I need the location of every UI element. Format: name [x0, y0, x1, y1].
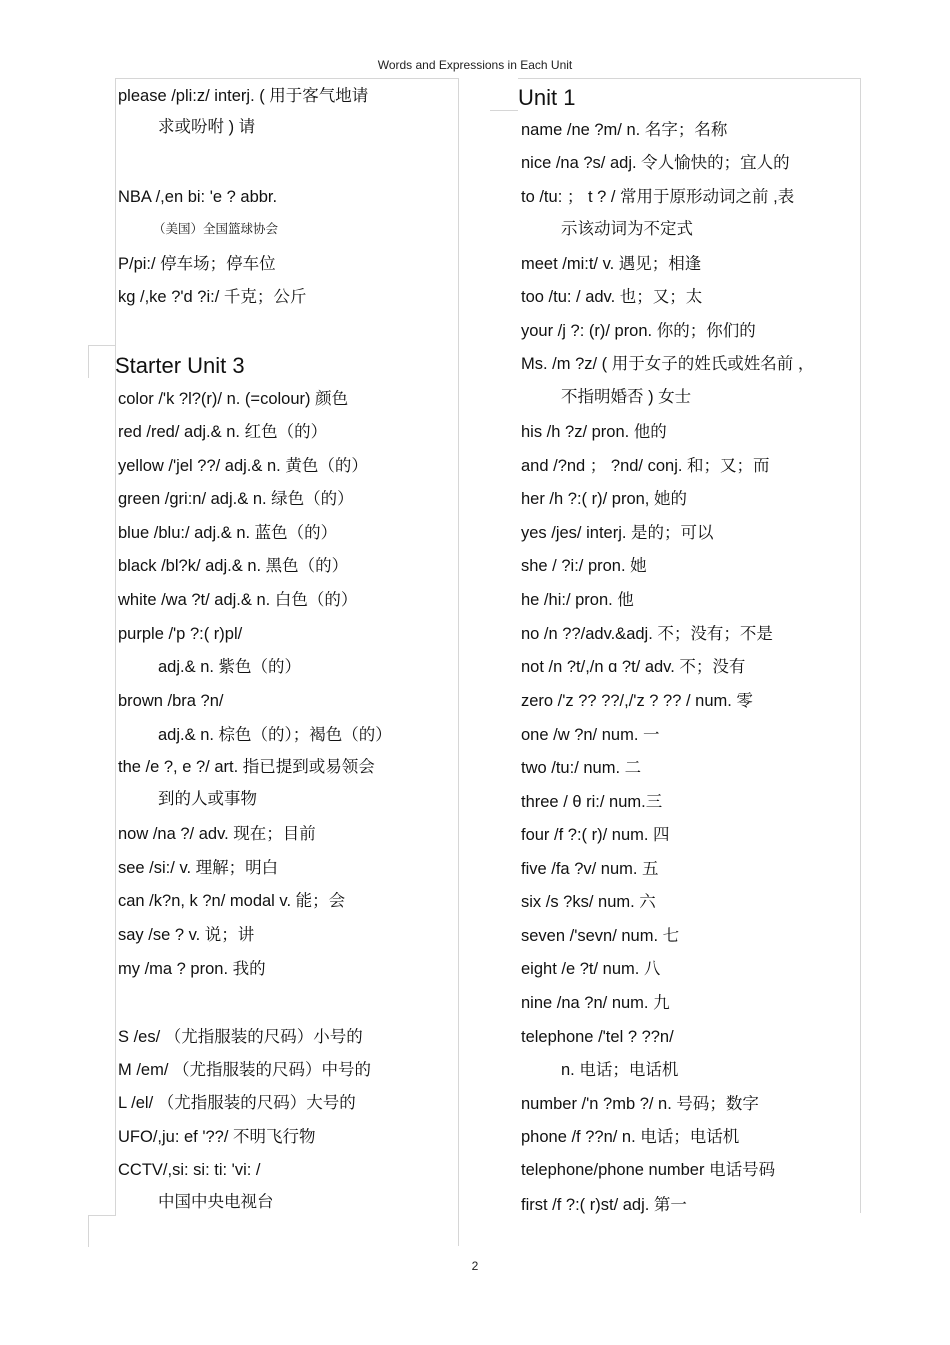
vocab-entry: and /?nd ； ?nd/ conj. 和；又；而: [521, 457, 770, 475]
entry-continuation: 求或吩咐 ) 请: [158, 118, 256, 136]
entry-continuation: 不指明婚否 ) 女士: [561, 388, 692, 406]
vocab-entry: meet /mi:t/ v. 遇见；相逢: [521, 255, 702, 273]
vocab-entry: eight /e ?t/ num. 八: [521, 960, 661, 978]
vocab-entry: NBA /,en bi: 'e ? abbr.: [118, 188, 278, 206]
vocab-entry: four /f ?:( r)/ num. 四: [521, 826, 670, 844]
vocab-entry: nice /na ?s/ adj. 令人愉快的；宜人的: [521, 154, 790, 172]
vocab-entry: too /tu: / adv. 也；又；太: [521, 288, 703, 306]
vocab-entry: red /red/ adj.& n. 红色（的）: [118, 423, 328, 441]
vocab-entry: five /fa ?v/ num. 五: [521, 860, 659, 878]
vocab-entry: zero /'z ?? ??/,/'z ? ?? / num. 零: [521, 692, 753, 710]
entry-continuation: adj.& n. 紫色（的）: [158, 658, 302, 676]
vocab-entry: to /tu: ； t ? / 常用于原形动词之前 ,表: [521, 188, 795, 206]
vocab-entry: brown /bra ?n/: [118, 692, 224, 710]
vocab-entry: your /j ?: (r)/ pron. 你的；你们的: [521, 322, 756, 340]
vocab-entry: say /se ? v. 说；讲: [118, 926, 255, 944]
vocab-entry: yellow /'jel ??/ adj.& n. 黄色（的）: [118, 457, 368, 475]
vocab-entry: first /f ?:( r)st/ adj. 第一: [521, 1196, 687, 1214]
vocab-entry: name /ne ?m/ n. 名字；名称: [521, 121, 728, 139]
running-header: Words and Expressions in Each Unit: [377, 58, 573, 72]
vocab-entry: L /el/ （尤指服装的尺码）大号的: [118, 1094, 356, 1112]
top-rule-right: [518, 78, 860, 79]
vocab-entry: nine /na ?n/ num. 九: [521, 994, 670, 1012]
vocab-entry: Ms. /m ?z/ ( 用于女子的姓氏或姓名前 ，: [521, 355, 815, 373]
vocab-entry: can /k?n, k ?n/ modal v. 能；会: [118, 892, 346, 910]
vocab-entry: not /n ?t/,/n ɑ ?t/ adv. 不；没有: [521, 658, 746, 676]
right-column-border: [860, 78, 861, 1213]
section-break-left: [88, 345, 116, 346]
top-rule-left: [115, 78, 458, 79]
entry-continuation: adj.& n. 棕色（的）；褐色（的）: [158, 726, 392, 744]
vocab-entry: now /na ?/ adv. 现在；目前: [118, 825, 316, 843]
vocab-entry: no /n ??/adv.&adj. 不；没有；不是: [521, 625, 773, 643]
entry-continuation: 示该动词为不定式: [561, 220, 693, 238]
page-number: 2: [471, 1259, 479, 1273]
vocab-entry: kg /,ke ?'d ?i:/ 千克；公斤: [118, 288, 307, 306]
vocab-entry: two /tu:/ num. 二: [521, 759, 642, 777]
vocab-entry: he /hi:/ pron. 他: [521, 591, 634, 609]
vocab-entry: please /pli:z/ interj. ( 用于客气地请: [118, 87, 369, 105]
vocab-entry: white /wa ?t/ adj.& n. 白色（的）: [118, 591, 358, 609]
vocab-entry: one /w ?n/ num. 一: [521, 726, 660, 744]
vocab-entry: her /h ?:( r)/ pron, 她的: [521, 490, 687, 508]
left-column-border: [115, 78, 116, 1216]
vocab-entry: see /si:/ v. 理解；明白: [118, 859, 279, 877]
vocab-entry: she / ?i:/ pron. 她: [521, 557, 647, 575]
unit-break-right: [490, 110, 518, 111]
vocab-entry: six /s ?ks/ num. 六: [521, 893, 656, 911]
vocab-entry: P/pi:/ 停车场；停车位: [118, 255, 276, 273]
vocab-entry: yes /jes/ interj. 是的；可以: [521, 524, 714, 542]
bottom-break-left: [88, 1215, 116, 1216]
vocab-entry: telephone /'tel ? ??n/: [521, 1028, 674, 1046]
vocab-entry: UFO/,ju: ef '??/ 不明飞行物: [118, 1128, 316, 1146]
entry-continuation: （美国）全国篮球协会: [153, 222, 279, 236]
vocab-entry: S /es/ （尤指服装的尺码）小号的: [118, 1028, 363, 1046]
entry-continuation: n. 电话；电话机: [561, 1061, 679, 1079]
vocab-entry: phone /f ??n/ n. 电话；电话机: [521, 1128, 740, 1146]
bottom-break-tick: [88, 1215, 89, 1247]
vocab-entry: purple /'p ?:( r)pl/: [118, 625, 243, 643]
section-break-tick: [88, 345, 89, 378]
vocab-entry: his /h ?z/ pron. 他的: [521, 423, 667, 441]
vocab-entry: the /e ?, e ?/ art. 指已提到或易领会: [118, 758, 375, 776]
unit-heading: Unit 1: [518, 85, 576, 110]
vocab-entry: color /'k ?l?(r)/ n. (=colour) 颜色: [118, 390, 349, 408]
vocab-entry: three / θ ri:/ num.三: [521, 793, 663, 811]
vocab-entry: my /ma ? pron. 我的: [118, 960, 266, 978]
center-column-divider: [458, 78, 459, 1246]
entry-continuation: 中国中央电视台: [158, 1193, 274, 1211]
vocab-entry: green /gri:n/ adj.& n. 绿色（的）: [118, 490, 354, 508]
vocab-entry: CCTV/,si: si: ti: 'vi: /: [118, 1161, 261, 1179]
unit-heading: Starter Unit 3: [115, 353, 245, 378]
vocab-entry: number /'n ?mb ?/ n. 号码；数字: [521, 1095, 759, 1113]
entry-continuation: 到的人或事物: [158, 790, 257, 808]
vocab-entry: M /em/ （尤指服装的尺码）中号的: [118, 1061, 372, 1079]
vocab-entry: seven /'sevn/ num. 七: [521, 927, 680, 945]
vocab-entry: telephone/phone number 电话号码: [521, 1161, 776, 1179]
vocab-entry: black /bl?k/ adj.& n. 黑色（的）: [118, 557, 349, 575]
vocab-entry: blue /blu:/ adj.& n. 蓝色（的）: [118, 524, 338, 542]
